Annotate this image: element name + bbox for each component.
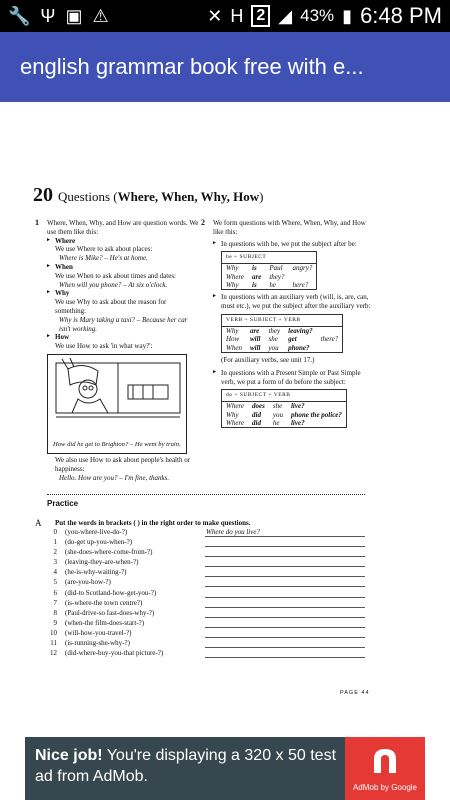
table-cell: will	[249, 343, 261, 352]
table-cell: phone the police?	[290, 410, 342, 419]
when-use: We use When to ask about times and dates:	[55, 271, 176, 280]
exercise-item	[45, 649, 375, 659]
exercise-number: 11	[50, 639, 57, 648]
exercise-number: 2	[53, 548, 57, 557]
exercise-item	[45, 528, 375, 538]
exercise-prompt: (do-get up-you-when-?)	[65, 538, 133, 547]
example-answer: Where do you live?	[206, 528, 260, 536]
table-row	[222, 335, 343, 343]
table-row	[222, 344, 343, 353]
practice-heading: Practice	[47, 499, 79, 508]
exercise-prompt: (she-does-where-come-from-?)	[65, 548, 153, 557]
exercise-number: 7	[53, 598, 57, 607]
table-cell	[289, 273, 317, 281]
section-2-number: 2	[201, 218, 205, 227]
when-example: When will you phone? – At six o'clock.	[59, 280, 168, 289]
exercise-number: 4	[53, 568, 57, 577]
table-cell: are	[252, 272, 262, 281]
answer-line	[205, 546, 365, 547]
admob-logo[interactable]	[345, 737, 425, 800]
cartoon-caption: How did he get to Brighton? – He went by train.	[53, 441, 183, 449]
exercise-number: 6	[53, 588, 57, 597]
table-cell: he	[269, 281, 276, 289]
table-cell: angry?	[292, 264, 313, 273]
exercise-number: 1	[53, 538, 57, 547]
document-page[interactable]	[0, 102, 450, 730]
h-signal-icon: H	[230, 6, 244, 26]
notification-icons	[8, 5, 109, 27]
exercise-prompt: (will-how-you-travel-?)	[65, 628, 132, 637]
table-row	[222, 419, 347, 428]
table-cell: leaving?	[288, 326, 313, 335]
table-cell: is	[252, 281, 257, 289]
unit-number: 20	[33, 184, 53, 206]
exercise-prompt: (did-where-buy-you-that picture-?)	[65, 649, 164, 658]
table-cell: did	[252, 410, 261, 419]
signal-icon: ◢	[278, 6, 293, 26]
table-cell: Where	[226, 419, 245, 428]
section-1-number: 1	[35, 218, 39, 227]
exercise-item	[45, 609, 375, 619]
table-cell: live?	[290, 402, 305, 411]
app-bar	[0, 32, 450, 102]
unit-title	[58, 189, 264, 205]
table-cell: When	[226, 343, 242, 352]
exercise-prompt: (are-you-how-?)	[65, 578, 111, 587]
wrench-icon: 🔧	[8, 6, 31, 26]
usb-icon: Ψ	[40, 6, 56, 26]
table-cell: is	[252, 264, 257, 273]
exercise-item	[45, 558, 375, 568]
table-cell: live?	[290, 419, 305, 428]
table-cell: Where	[226, 272, 245, 281]
answer-line	[205, 556, 365, 557]
exercise-prompt: (is-running-she-why-?)	[65, 639, 130, 648]
table-cell: here?	[292, 281, 309, 289]
exercise-item	[45, 548, 375, 558]
table-cell: get	[288, 335, 297, 344]
be-table-header: be + SUBJECT	[222, 252, 317, 264]
when-heading: ► When	[47, 263, 199, 272]
table-cell: they?	[269, 272, 285, 281]
exercise-prompt: (is-where-the town centre?)	[65, 598, 143, 607]
why-example: Why is Mary taking a taxi? – Because her car isn't working.	[59, 315, 188, 333]
mute-icon: ✕	[207, 6, 223, 26]
be-rule: ► In questions with be, we put the subject after be:	[213, 240, 373, 249]
answer-line	[205, 607, 365, 608]
table-cell: will	[249, 335, 261, 344]
do-subject-table	[221, 389, 347, 428]
clock: 6:48 PM	[360, 3, 442, 28]
section-a-instruction: Put the words in brackets ( ) in the right order to make questions.	[55, 519, 251, 527]
admob-logo-text: AdMob by Google	[352, 783, 418, 792]
be-subject-table	[221, 251, 317, 290]
unit-title-prefix: Questions (	[58, 189, 118, 204]
table-cell: Why	[226, 264, 239, 273]
col2-intro: We form questions with Where, When, Why, and How like this:	[213, 219, 366, 236]
why-use: We use Why to ask about the reason for something:	[55, 298, 167, 315]
app-title: english grammar book free with e...	[20, 54, 364, 79]
table-cell: he	[272, 419, 280, 428]
col1-intro: Where, When, Why, and How are question words. We use them like this:	[47, 219, 199, 236]
system-icons	[207, 3, 442, 29]
how-use: We use How to ask 'in what way?':	[55, 342, 153, 351]
where-heading: ► Where	[47, 237, 199, 246]
cartoon-train-illustration	[47, 354, 187, 454]
exercise-prompt: (Paul-drive-so fast-does-why-?)	[65, 608, 155, 617]
health-use: We also use How to ask about people's health or happiness:	[55, 455, 191, 473]
table-cell: are	[249, 326, 260, 335]
section-divider	[47, 494, 365, 495]
section-a-letter: A	[35, 518, 42, 528]
aux-table-header: VERB + SUBJECT + VERB	[222, 315, 343, 327]
table-cell: phone?	[288, 343, 310, 352]
table-cell: you	[272, 410, 283, 419]
aux-rule: ► In questions with an auxiliary verb (will, is, are, can, must etc.), we put the subject after the auxiliary verb:	[213, 293, 373, 311]
where-use: We use Where to ask about places:	[55, 245, 153, 254]
aux-verb-table	[221, 314, 343, 353]
exercise-item	[45, 619, 375, 629]
do-rule: ► In questions with a Present Simple or Past Simple verb, we put a form of do before the subject:	[213, 369, 373, 387]
sim-2-icon: 2	[251, 5, 270, 27]
answer-line	[205, 637, 365, 638]
exercise-number: 10	[50, 628, 57, 637]
exercise-item	[45, 599, 375, 609]
table-cell: there?	[320, 335, 339, 344]
train-drawing	[48, 355, 187, 454]
table-cell: Why	[226, 326, 239, 335]
table-cell: Why	[226, 410, 239, 419]
aux-note: (For auxiliary verbs, see unit 17.)	[221, 356, 315, 365]
exercise-item	[45, 639, 375, 649]
table-cell: they	[268, 326, 281, 335]
exercise-number: 12	[50, 649, 57, 658]
column-1	[35, 218, 199, 482]
health-example: Hello. How are you? – I'm fine, thanks.	[59, 473, 170, 482]
exercise-prompt: (he-is-why-waiting-?)	[65, 568, 127, 577]
table-row	[222, 281, 317, 290]
exercise-prompt: (when-the film-does-start-?)	[65, 618, 145, 627]
ad-body: You're displaying a 320 x 50 test ad from AdMob.	[35, 747, 337, 785]
ad-headline: Nice job!	[35, 747, 103, 764]
battery-percent: 43%	[300, 6, 335, 25]
answer-line	[205, 647, 365, 648]
exercise-item	[45, 568, 375, 578]
ad-text[interactable]	[35, 745, 340, 787]
exercise-item	[45, 538, 375, 548]
warning-icon: ⚠	[92, 6, 109, 26]
do-table-header: do + SUBJECT + VERB	[222, 390, 347, 402]
table-cell: did	[252, 419, 261, 428]
table-cell: How	[226, 335, 240, 344]
table-cell: Where	[226, 402, 245, 411]
table-row	[222, 411, 347, 419]
status-bar	[0, 0, 450, 32]
image-icon: ▣	[65, 6, 83, 26]
table-cell: she	[268, 335, 278, 344]
answer-line	[205, 617, 365, 618]
table-row	[222, 402, 347, 411]
exercise-prompt: (did-to Scotland-how-get-you-?)	[65, 588, 157, 597]
answer-line	[205, 627, 365, 628]
exercise-list	[45, 528, 375, 659]
exercise-item	[45, 589, 375, 599]
unit-title-suffix: )	[259, 189, 264, 204]
column-2	[201, 218, 373, 431]
exercise-number: 3	[53, 558, 57, 567]
exercise-number: 5	[53, 578, 57, 587]
exercise-prompt: (you-where-live-do-?)	[65, 528, 128, 536]
how-heading: ► How	[47, 333, 199, 342]
table-cell: you	[268, 343, 279, 352]
where-example: Where is Mike? – He's at home.	[59, 254, 148, 263]
why-heading: ► Why	[47, 289, 199, 298]
exercise-prompt: (leaving-they-are-when-?)	[65, 558, 139, 567]
battery-icon: ▮	[342, 6, 353, 26]
answer-line	[205, 597, 365, 598]
table-cell: she	[272, 402, 283, 411]
table-row	[222, 326, 343, 335]
exercise-item	[45, 629, 375, 639]
exercise-number: 0	[53, 528, 57, 536]
table-row	[222, 264, 317, 273]
exercise-item	[45, 578, 375, 588]
answer-line	[205, 536, 365, 537]
page-number: PAGE 44	[340, 690, 370, 696]
exercise-number: 8	[53, 608, 57, 617]
table-cell: Paul	[269, 264, 283, 273]
ad-banner[interactable]	[25, 737, 425, 800]
table-cell: does	[252, 402, 265, 411]
admob-icon	[368, 745, 402, 775]
unit-title-words: Where, When, Why, How	[117, 189, 260, 204]
answer-line	[205, 586, 365, 587]
answer-line	[205, 576, 365, 577]
table-cell: Why	[226, 281, 239, 289]
exercise-number: 9	[53, 618, 57, 627]
answer-line	[205, 566, 365, 567]
table-row	[222, 273, 317, 281]
answer-line	[205, 657, 365, 658]
